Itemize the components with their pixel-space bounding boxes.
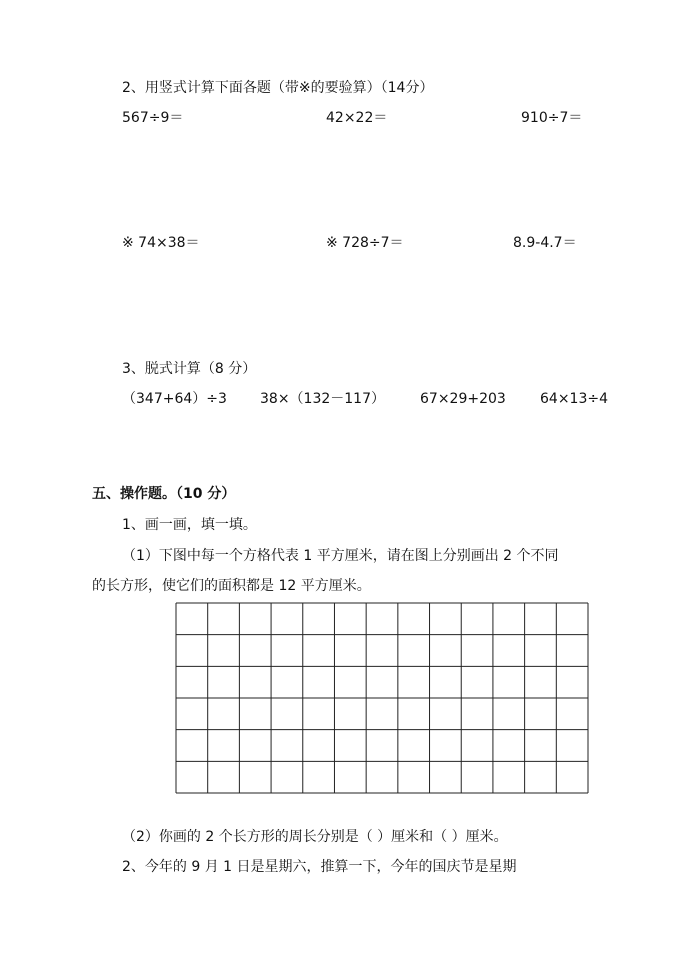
expression-3: 67×29+203 [420,391,506,407]
square-grid[interactable] [175,602,589,794]
question-2-heading: 2、用竖式计算下面各题（带※的要验算）（14分） [122,80,434,96]
part-5-title: 五、操作题。（10 分） [92,486,236,502]
question-3-heading: 3、脱式计算（8 分） [122,361,257,377]
problem-74-times-38: ※ 74×38＝ [122,235,200,251]
problem-567-div-9: 567÷9＝ [122,110,184,126]
expression-1: （347+64）÷3 [122,391,227,407]
question-5-1-1-line-2: 的长方形，使它们的面积都是 12 平方厘米。 [92,578,371,594]
question-5-1-heading: 1、画一画，填一填。 [122,517,257,533]
question-5-1-2: （2）你画的 2 个长方形的周长分别是（ ）厘米和（ ）厘米。 [122,829,508,845]
expression-2: 38×（132－117） [260,391,385,407]
problem-910-div-7: 910÷7＝ [521,110,583,126]
problem-8-9-minus-4-7: 8.9-4.7＝ [513,235,577,251]
problem-728-div-7: ※ 728÷7＝ [326,235,404,251]
question-5-2: 2、今年的 9 月 1 日是星期六，推算一下，今年的国庆节是星期 [122,859,517,875]
expression-4: 64×13÷4 [540,391,608,407]
problem-42-times-22: 42×22＝ [326,110,388,126]
question-5-1-1-line-1: （1）下图中每一个方格代表 1 平方厘米，请在图上分别画出 2 个不同 [122,548,559,564]
